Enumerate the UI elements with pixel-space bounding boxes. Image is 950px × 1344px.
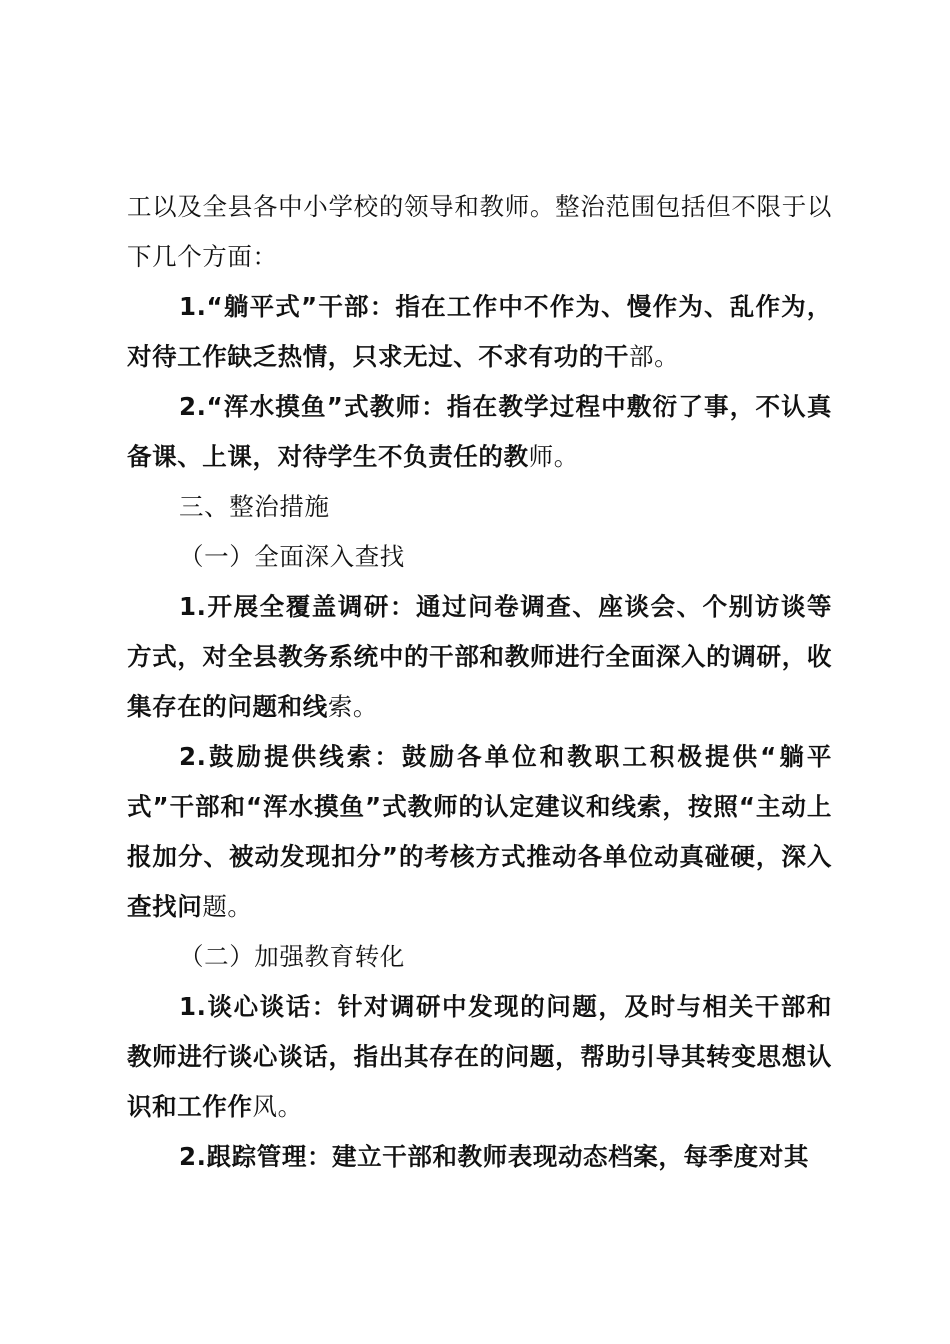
measure-1-1-paragraph (127, 582, 832, 732)
measure-2-1-bold-text: 1.谈心谈话：针对调研中发现的问题，及时与相关干部和教师进行谈心谈话，指出其存在的问题，帮助引导其转变思想认识和工作作 (127, 992, 832, 1121)
subsection-2-heading: （二）加强教育转化 (179, 942, 405, 971)
scope-item-2-bold-text: 2.“浑水摸鱼”式教师：指在教学过程中敷衍了事，不认真备课、上课，对待学生不负责任的教 (127, 392, 832, 471)
subsection-1-heading: （一）全面深入查找 (179, 542, 405, 571)
measure-1-2-tail-text: 题。 (202, 892, 253, 921)
measure-2-1-tail-text: 风。 (252, 1092, 303, 1121)
measure-2-1-paragraph (127, 982, 832, 1132)
scope-item-1-tail-text: 部。 (629, 342, 680, 371)
scope-intro-paragraph: 工以及全县各中小学校的领导和教师。整治范围包括但不限于以下几个方面： (127, 192, 832, 271)
section-3-heading: 三、整治措施 (179, 492, 330, 521)
measure-2-2-bold-text: 2.跟踪管理：建立干部和教师表现动态档案，每季度对其 (179, 1142, 809, 1171)
scope-item-1-paragraph (127, 282, 832, 382)
document-body (127, 182, 832, 1182)
scope-item-1-bold-text: 1.“躺平式”干部：指在工作中不作为、慢作为、乱作为，对待工作缺乏热情，只求无过、不求有功的干 (127, 292, 832, 371)
measure-2-2-paragraph (127, 1132, 832, 1182)
scope-item-2-paragraph (127, 382, 832, 482)
measure-1-1-tail-text: 索。 (327, 692, 379, 721)
scope-item-2-tail-text: 师。 (528, 442, 579, 471)
measure-1-2-paragraph (127, 732, 832, 932)
measure-1-1-bold-text: 1.开展全覆盖调研：通过问卷调查、座谈会、个别访谈等方式，对全县教务系统中的干部和教师进行全面深入的调研，收集存在的问题和线 (127, 592, 832, 721)
measure-1-2-bold-text: 2.鼓励提供线索：鼓励各单位和教职工积极提供“躺平式”干部和“浑水摸鱼”式教师的认定建议和线索，按照“主动上报加分、被动发现扣分”的考核方式推动各单位动真碰硬，深入查找问 (127, 742, 832, 921)
